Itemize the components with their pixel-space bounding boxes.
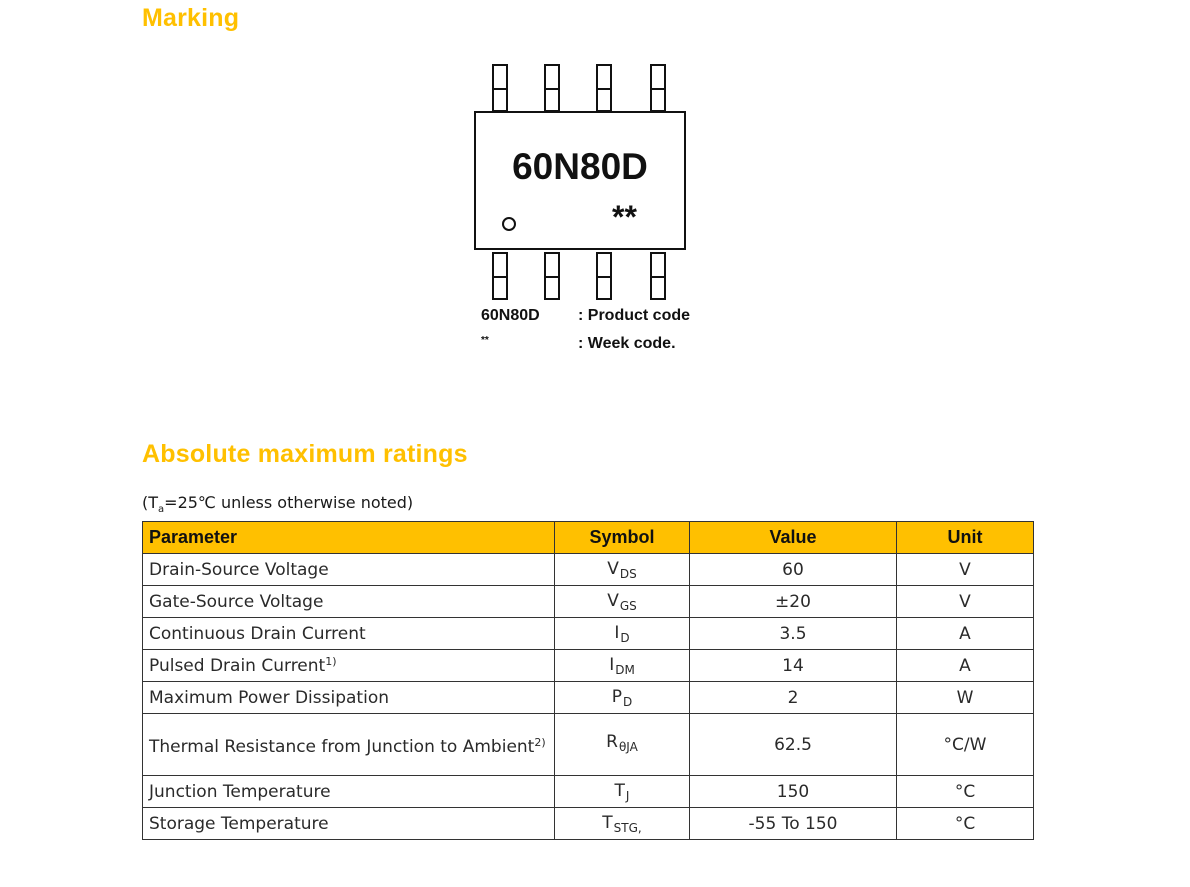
parameter-text: Maximum Power Dissipation — [149, 688, 389, 708]
cell-value: 62.5 — [690, 714, 897, 776]
symbol-main: I — [609, 654, 615, 675]
symbol-main: T — [602, 812, 613, 833]
symbol-subscript: DS — [619, 566, 637, 581]
cell-unit: V — [897, 554, 1034, 586]
package-pin — [596, 64, 612, 112]
footnote-ref: 1) — [325, 655, 337, 668]
table-row — [143, 586, 1034, 618]
condition-suffix: =25℃ unless otherwise noted) — [164, 493, 414, 512]
cell-value: 2 — [690, 682, 897, 714]
package-pin — [492, 252, 508, 300]
cell-symbol — [555, 586, 690, 618]
cell-symbol — [555, 714, 690, 776]
header-unit: Unit — [897, 522, 1034, 554]
parameter-text: Continuous Drain Current — [149, 624, 366, 644]
cell-symbol — [555, 618, 690, 650]
symbol-main: P — [611, 686, 622, 707]
symbol-main: T — [614, 780, 625, 801]
condition-prefix: (T — [142, 493, 159, 512]
package-week-code: ** — [612, 199, 637, 235]
cell-unit: °C — [897, 776, 1034, 808]
cell-value: ±20 — [690, 586, 897, 618]
symbol-subscript: θJA — [618, 740, 638, 754]
table-row — [143, 808, 1034, 840]
cell-value: 3.5 — [690, 618, 897, 650]
symbol-subscript: DM — [615, 662, 635, 677]
legend-key: ** — [481, 335, 489, 346]
cell-symbol — [555, 808, 690, 840]
table-row — [143, 682, 1034, 714]
cell-unit: °C/W — [897, 714, 1034, 776]
symbol-subscript: STG, — [613, 820, 642, 835]
cell-symbol — [555, 682, 690, 714]
table-row — [143, 714, 1034, 776]
package-pin — [544, 252, 560, 300]
cell-parameter — [143, 554, 555, 586]
package-pin — [650, 252, 666, 300]
cell-parameter — [143, 714, 555, 776]
cell-symbol — [555, 554, 690, 586]
cell-parameter — [143, 682, 555, 714]
package-pin — [492, 64, 508, 112]
cell-value: 150 — [690, 776, 897, 808]
marking-title: Marking — [142, 4, 240, 32]
package-product-code: 60N80D — [512, 146, 648, 187]
symbol-subscript: D — [620, 630, 630, 645]
legend-key: 60N80D — [481, 307, 540, 324]
package-body — [474, 111, 686, 250]
cell-parameter — [143, 618, 555, 650]
symbol-subscript: GS — [619, 598, 637, 613]
parameter-text: Thermal Resistance from Junction to Ambient — [149, 736, 535, 757]
cell-unit: A — [897, 618, 1034, 650]
parameter-text: Drain-Source Voltage — [149, 560, 329, 580]
legend-value: : Week code. — [578, 335, 676, 352]
symbol-subscript: J — [625, 788, 630, 803]
cell-unit: A — [897, 650, 1034, 682]
symbol-main: V — [607, 590, 619, 611]
parameter-text: Gate-Source Voltage — [149, 592, 324, 612]
ratings-title: Absolute maximum ratings — [142, 440, 468, 468]
table-row — [143, 554, 1034, 586]
header-parameter: Parameter — [143, 522, 555, 554]
cell-parameter — [143, 808, 555, 840]
condition-subscript: a — [158, 504, 165, 516]
symbol-main: R — [606, 732, 618, 752]
cell-symbol — [555, 776, 690, 808]
table-row — [143, 776, 1034, 808]
package-pin — [596, 252, 612, 300]
cell-value: 60 — [690, 554, 897, 586]
package-marking-diagram — [470, 60, 692, 305]
table-row — [143, 650, 1034, 682]
footnote-ref: 2) — [534, 735, 546, 749]
table-row — [143, 618, 1034, 650]
cell-value: 14 — [690, 650, 897, 682]
cell-parameter — [143, 776, 555, 808]
header-value: Value — [690, 522, 897, 554]
cell-symbol — [555, 650, 690, 682]
table-header-row — [143, 522, 1034, 554]
ratings-table — [142, 521, 1034, 840]
cell-parameter — [143, 586, 555, 618]
cell-value: -55 To 150 — [690, 808, 897, 840]
legend-value: : Product code — [578, 307, 691, 324]
header-symbol: Symbol — [555, 522, 690, 554]
symbol-main: V — [607, 558, 619, 579]
cell-unit: W — [897, 682, 1034, 714]
cell-parameter — [143, 650, 555, 682]
symbol-subscript: D — [623, 694, 633, 709]
cell-unit: V — [897, 586, 1034, 618]
parameter-text: Pulsed Drain Current — [149, 656, 326, 676]
pin1-dot-icon — [502, 217, 516, 231]
symbol-main: I — [614, 622, 620, 643]
package-pin — [650, 64, 666, 112]
ratings-conditions — [142, 493, 413, 515]
parameter-text: Junction Temperature — [149, 782, 331, 802]
parameter-text: Storage Temperature — [149, 814, 329, 834]
cell-unit: °C — [897, 808, 1034, 840]
package-pin — [544, 64, 560, 112]
